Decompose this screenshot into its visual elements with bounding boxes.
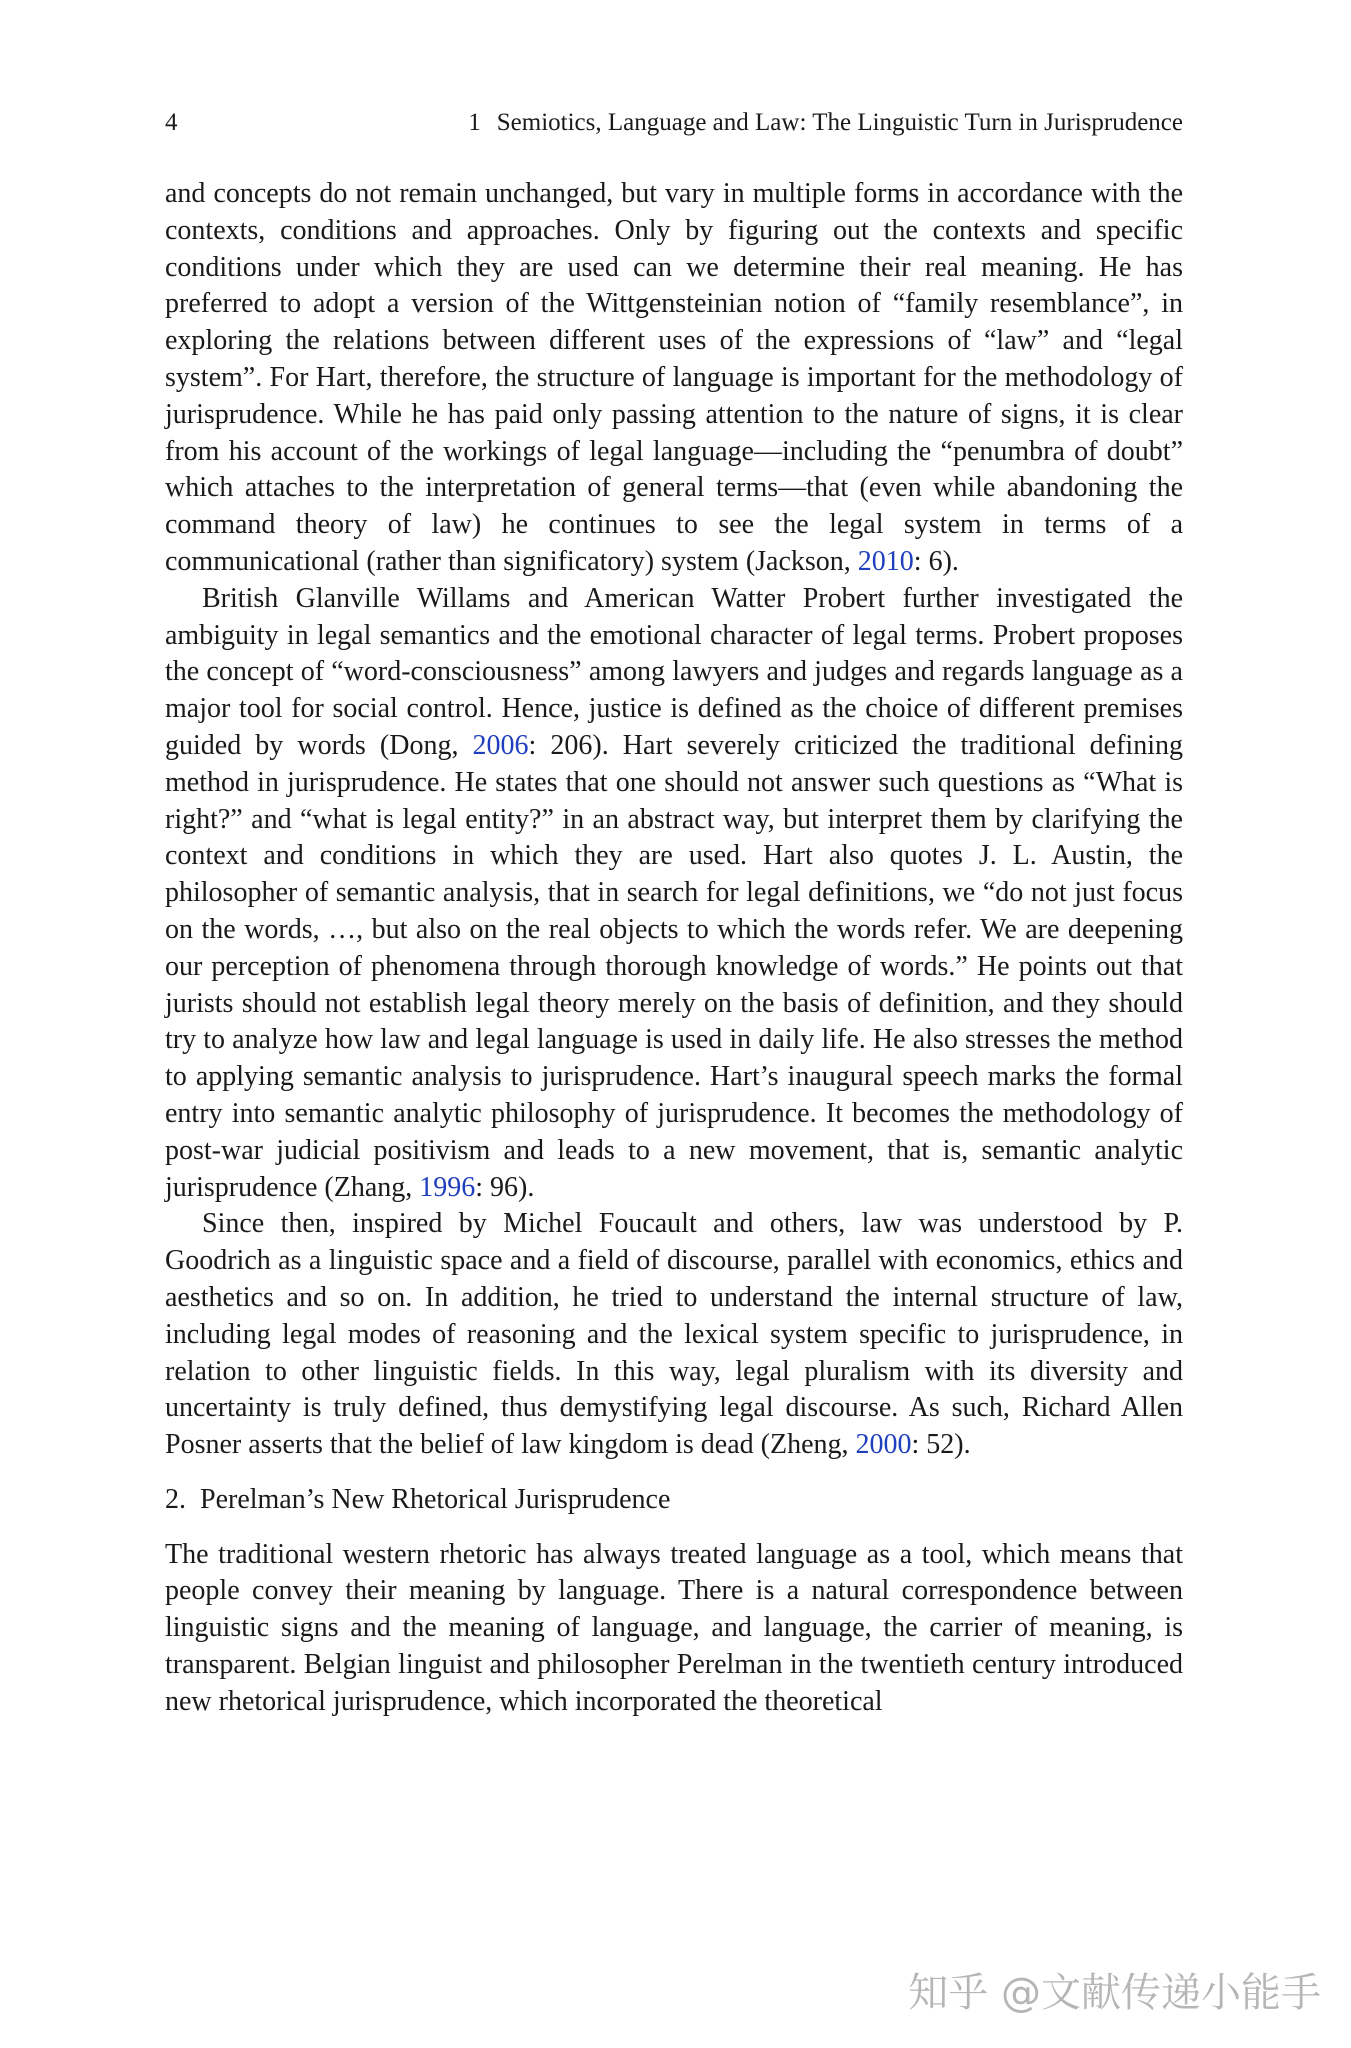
- paragraph-3: [165, 1206, 1183, 1464]
- paragraph-2-text-c: : 96).: [475, 1171, 535, 1203]
- paragraph-2-text-a: British Glanville Willams and American Watter Probert further investigated the ambiguity in legal semantics and the emotional character of legal terms. Probert proposes the concept of “word-consciousness” among lawyers and judges and regards language as a major tool for social control. Hence, justice is defined as the choice of different premises guided by words (Dong,: [165, 582, 1183, 761]
- section-heading: [165, 1482, 1183, 1519]
- running-head: [165, 103, 1183, 143]
- chapter-running-title: [468, 103, 1183, 143]
- chapter-title: Semiotics, Language and Law: The Linguistic Turn in Jurisprudence: [496, 109, 1183, 136]
- paragraph-1-text-a: and concepts do not remain unchanged, but vary in multiple forms in accordance with the contexts, conditions and approaches. Only by figuring out the contexts and specific conditions under which they are used can we determine their real meaning. He has preferred to adopt a version of the Wittgensteinian notion of “family resemblance”, in exploring the relations between different uses of the expressions of “law” and “legal system”. For Hart, therefore, the structure of language is important for the methodology of jurisprudence. While he has paid only passing attention to the nature of signs, it is clear from his account of the workings of legal language—including the “penumbra of doubt” which attaches to the interpretation of general terms—that (even while abandoning the command theory of law) he continues to see the legal system in terms of a communicational (rather than significatory) system (Jackson,: [165, 178, 1183, 577]
- paragraph-1-text-b: : 6).: [913, 545, 959, 577]
- paragraph-3-text-b: : 52).: [911, 1429, 971, 1461]
- watermark: 知乎 @文献传递小能手: [908, 1970, 1321, 2016]
- page-number: 4: [165, 109, 178, 136]
- paragraph-2-text-b: : 206). Hart severely criticized the traditional defining method in jurisprudence. He states that one should not answer such questions as “What is right?” and “what is legal entity?” in an abstract way, but interpret them by clarifying the context and conditions in which they are used. Hart also quotes J. L. Austin, the philosopher of semantic analysis, that in search for legal definitions, we “do not just focus on the words, …, but also on the real objects to which the words refer. We are deepening our perception of phenomena through thorough knowledge of words.” He points out that jurists should not establish legal theory merely on the basis of definition, and they should try to analyze how law and legal language is used in daily life. He also stresses the method to applying semantic analysis to jurisprudence. Hart’s inaugural speech marks the formal entry into semantic analytic philosophy of jurisprudence. It becomes the methodology of post-war judicial positivism and leads to a new movement, that is, semantic analytic jurisprudence (Zhang,: [165, 729, 1183, 1203]
- section-number: 2.: [165, 1483, 186, 1515]
- paragraph-2: [165, 581, 1183, 1207]
- paragraph-1: [165, 176, 1183, 581]
- citation-link-1996[interactable]: 1996: [419, 1171, 476, 1203]
- section-title: Perelman’s New Rhetorical Jurisprudence: [200, 1483, 671, 1515]
- chapter-number: 1: [468, 109, 481, 136]
- paragraph-4: The traditional western rhetoric has always treated language as a tool, which means that people convey their meaning by language. There is a natural correspondence between linguistic signs and the meaning of language, and language, the carrier of meaning, is transparent. Belgian linguist and philosopher Perelman in the twentieth century introduced new rhetorical jurisprudence, which incorporated the theoretical: [165, 1538, 1183, 1717]
- body-text: [165, 176, 1183, 1721]
- paragraph-3-text-a: Since then, inspired by Michel Foucault and others, law was understood by P. Goodrich as a linguistic space and a field of discourse, parallel with economics, ethics and aesthetics and so on. In addition, he tried to understand the internal structure of law, including legal modes of reasoning and the lexical system specific to jurisprudence, in relation to other linguistic fields. In this way, legal pluralism with its diversity and uncertainty is truly defined, thus demystifying legal discourse. As such, Richard Allen Posner asserts that the belief of law kingdom is dead (Zheng,: [165, 1208, 1183, 1461]
- citation-link-2010[interactable]: 2010: [857, 545, 914, 577]
- citation-link-2006[interactable]: 2006: [472, 729, 529, 761]
- citation-link-2000[interactable]: 2000: [855, 1429, 912, 1461]
